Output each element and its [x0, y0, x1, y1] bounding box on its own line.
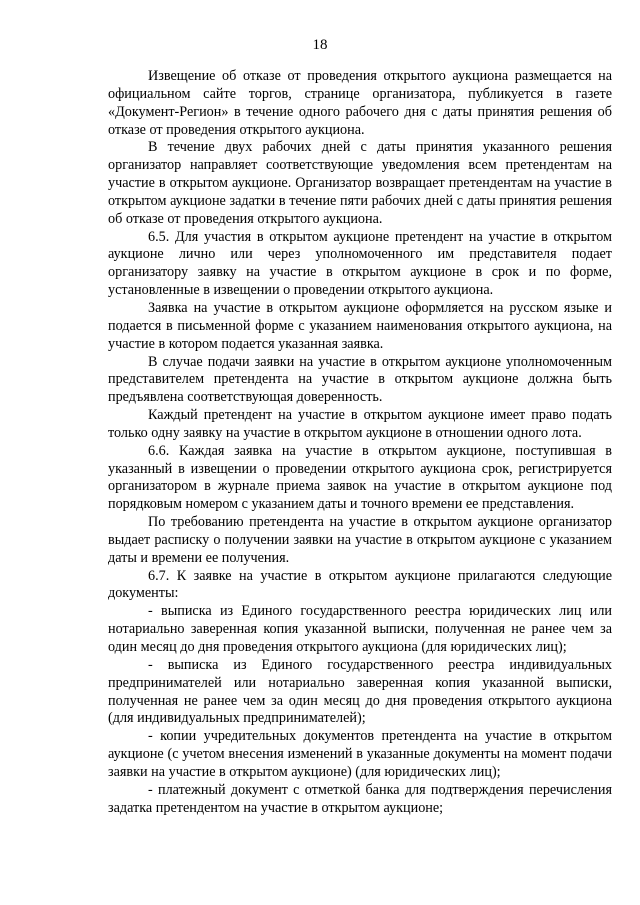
list-item-entrepreneur-extract: - выписка из Единого государственного реестра индивидуальных предпринимателей или нотариально заверенная копия указанной выписки, полученная не ранее чем за один месяц до дня проведения открытого аукциона (для индивидуальных предпринимателей);: [108, 656, 612, 727]
page-body: [108, 68, 612, 817]
paragraph-6-7-documents: 6.7. К заявке на участие в открытом аукционе прилагаются следующие документы:: [108, 567, 612, 602]
paragraph-receipt: По требованию претендента на участие в открытом аукционе организатор выдает расписку о получении заявки на участие в открытом аукционе с указанием даты и времени ее получения.: [108, 514, 612, 566]
paragraph-auction-cancel-notice: Извещение об отказе от проведения открытого аукциона размещается на официальном сайте торгов, странице организатора, публикуется в газете «Документ-Регион» в течение одного рабочего дня с даты принятия решения об отказе от проведения открытого аукциона.: [108, 68, 612, 138]
paragraph-one-application: Каждый претендент на участие в открытом аукционе имеет право подать только одну заявку на участие в открытом аукционе в отношении одного лота.: [108, 407, 612, 441]
paragraph-deposit-return: В течение двух рабочих дней с даты принятия указанного решения организатор направляет соответствующие уведомления всем претендентам на участие в открытом аукционе. Организатор возвращает претендентам на участие в открытом аукционе задатки в течение пяти рабочих дней с даты принятия решения об отказе от проведения открытого аукциона.: [108, 139, 612, 227]
page-number: 18: [312, 37, 328, 53]
paragraph-6-6-registration: 6.6. Каждая заявка на участие в открытом аукционе, поступившая в указанный в извещении о проведении открытого аукциона срок, регистрируется организатором в журнале приема заявок на участие в открытом аукционе под порядковым номером с указанием даты и точного времени ее представления.: [108, 442, 612, 513]
paragraph-6-5-application: 6.5. Для участия в открытом аукционе претендент на участие в открытом аукционе лично или через уполномоченного им представителя подает организатору заявку на участие в открытом аукционе в срок и по форме, установленные в извещении о проведении открытого аукциона.: [108, 228, 612, 299]
list-item-payment-document: - платежный документ с отметкой банка для подтверждения перечисления задатка претендентом на участие в открытом аукционе;: [108, 781, 612, 816]
paragraph-application-language: Заявка на участие в открытом аукционе оформляется на русском языке и подается в письменной форме с указанием наименования открытого аукциона, на участие в котором подается указанная заявка.: [108, 299, 612, 352]
list-item-founding-documents: - копии учредительных документов претендента на участие в открытом аукционе (с учетом внесения изменений в указанные документы на момент подачи заявки на участие в открытом аукционе) (для юридических лиц);: [108, 728, 612, 780]
list-item-legal-entity-extract: - выписка из Единого государственного реестра юридических лиц или нотариально заверенная копия указанной выписки, полученная не ранее чем за один месяц до дня проведения открытого аукциона (для юридических лиц);: [108, 603, 612, 655]
paragraph-power-of-attorney: В случае подачи заявки на участие в открытом аукционе уполномоченным представителем претендента на участие в открытом аукционе должна быть предъявлена соответствующая доверенность.: [108, 353, 612, 406]
